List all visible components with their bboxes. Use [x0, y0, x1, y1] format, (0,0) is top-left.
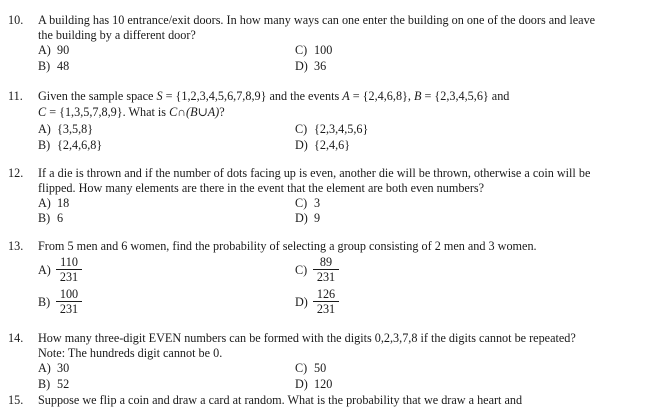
option-value: {2,4,6,8} — [57, 138, 103, 152]
option-label: D) — [295, 59, 308, 73]
question-text-line: How many three-digit EVEN numbers can be formed with the digits 0,2,3,7,8 if the digits cannot be repeated? — [38, 331, 576, 345]
text-segment: = {1,2,3,4,5,6,7,8,9} and the events — [162, 89, 343, 103]
math-symbol: A — [342, 89, 350, 103]
option-b — [38, 377, 69, 391]
question-number: 15. — [8, 393, 24, 407]
text-segment: ? — [219, 105, 225, 119]
option-d — [295, 59, 326, 73]
question-text-line — [38, 89, 509, 103]
option-label: B) — [38, 377, 51, 391]
option-b — [38, 138, 102, 152]
option-value: 9 — [314, 211, 321, 225]
option-value: 52 — [57, 377, 70, 391]
option-label: C) — [295, 122, 308, 136]
option-value: 3 — [314, 196, 321, 210]
option-a — [38, 43, 69, 57]
question-text-line: flipped. How many elements are there in the event that the element are both even numbers? — [38, 181, 485, 195]
question-number: 12. — [8, 166, 24, 180]
math-symbol: S — [156, 89, 163, 103]
option-value: {2,4,6} — [314, 138, 351, 152]
option-a — [38, 122, 93, 136]
numerator: 126 — [313, 288, 339, 302]
option-c — [295, 361, 326, 375]
question-text-line: Note: The hundreds digit cannot be 0. — [38, 346, 223, 360]
option-label: B) — [38, 59, 51, 73]
option-label: D) — [295, 377, 308, 391]
option-value: 50 — [314, 361, 327, 375]
question-text-line: If a die is thrown and if the number of dots facing up is even, another die will be thrown, otherwise a coin will be — [38, 166, 591, 180]
option-value: {2,3,4,5,6} — [314, 122, 369, 136]
question-number: 14. — [8, 331, 24, 345]
option-d — [295, 211, 320, 225]
option-value: 48 — [57, 59, 70, 73]
option-b-fraction — [56, 288, 82, 316]
option-c — [295, 43, 332, 57]
option-c — [295, 196, 320, 210]
math-symbol: B — [413, 89, 422, 103]
denominator: 231 — [316, 270, 336, 284]
option-value: 6 — [57, 211, 64, 225]
option-d — [295, 377, 332, 391]
math-expression: C∩(B∪A) — [169, 105, 220, 119]
option-label: B) — [38, 211, 51, 225]
option-d — [295, 295, 314, 309]
option-d — [295, 138, 350, 152]
option-label: B) — [38, 138, 51, 152]
question-text-line — [38, 105, 225, 119]
numerator: 100 — [56, 288, 82, 302]
question-15-partial — [8, 393, 653, 407]
option-c — [295, 263, 314, 277]
option-a — [38, 263, 57, 277]
question-text-line: From 5 men and 6 women, find the probability of selecting a group consisting of 2 men and 3 women. — [38, 239, 537, 253]
option-value: 18 — [57, 196, 70, 210]
option-label: A) — [38, 196, 51, 210]
question-number: 11. — [8, 89, 23, 103]
denominator: 231 — [59, 302, 79, 316]
question-text-line: Suppose we flip a coin and draw a card at random. What is the probability that we draw a heart and — [38, 393, 523, 407]
question-text-line: A building has 10 entrance/exit doors. In how many ways can one enter the building on one of the doors and leave — [38, 13, 596, 27]
question-number: 10. — [8, 13, 24, 27]
option-value: {3,5,8} — [57, 122, 94, 136]
numerator: 89 — [313, 256, 339, 270]
text-segment: Given the sample space — [38, 89, 157, 103]
option-b — [38, 295, 57, 309]
option-a — [38, 361, 69, 375]
option-label: D) — [295, 211, 308, 225]
denominator: 231 — [316, 302, 336, 316]
option-label: C) — [295, 361, 308, 375]
option-value: 120 — [314, 377, 333, 391]
text-segment: = {2,4,6,8}, — [349, 89, 414, 103]
option-value: 90 — [57, 43, 70, 57]
question-text-line: the building by a different door? — [38, 28, 196, 42]
text-segment: = {2,3,4,5,6} and — [421, 89, 510, 103]
option-b — [38, 211, 63, 225]
option-label: B) — [38, 295, 51, 309]
question-number: 13. — [8, 239, 24, 253]
option-d-fraction — [313, 288, 339, 316]
option-label: A) — [38, 43, 51, 57]
option-a-fraction — [56, 256, 82, 284]
option-label: C) — [295, 196, 308, 210]
text-segment: = {1,3,5,7,8,9}. What is — [46, 105, 170, 119]
option-value: 100 — [314, 43, 333, 57]
math-symbol: C — [38, 105, 47, 119]
option-label: C) — [295, 263, 308, 277]
option-label: A) — [38, 122, 51, 136]
option-label: A) — [38, 263, 51, 277]
option-c — [295, 122, 368, 136]
denominator: 231 — [59, 270, 79, 284]
option-label: C) — [295, 43, 308, 57]
option-c-fraction — [313, 256, 339, 284]
option-value: 30 — [57, 361, 70, 375]
option-a — [38, 196, 69, 210]
option-label: A) — [38, 361, 51, 375]
numerator: 110 — [56, 256, 82, 270]
option-label: D) — [295, 295, 308, 309]
option-value: 36 — [314, 59, 327, 73]
option-b — [38, 59, 69, 73]
option-label: D) — [295, 138, 308, 152]
